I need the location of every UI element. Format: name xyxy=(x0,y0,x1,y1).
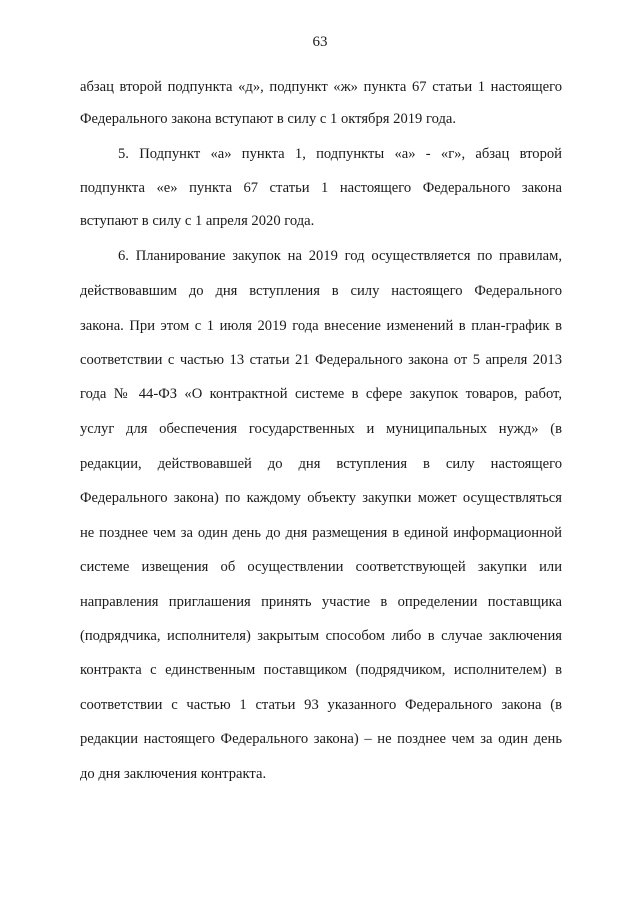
text-line: соответствии с частью 1 статьи 93 указанного Федерального закона (в xyxy=(80,697,562,713)
text-line: абзац второй подпункта «д», подпункт «ж» пункта 67 статьи 1 настоящего xyxy=(80,79,562,95)
text-line: не позднее чем за один день до дня размещения в единой информационной xyxy=(80,525,562,541)
text-line: редакции настоящего Федерального закона) – не позднее чем за один день xyxy=(80,731,562,747)
text-line: Федерального закона вступают в силу с 1 октября 2019 года. xyxy=(80,111,457,127)
text-line: системе извещения об осуществлении соответствующей закупки или xyxy=(80,559,562,575)
text-line: направления приглашения принять участие в определении поставщика xyxy=(80,594,562,610)
text-line: 6. Планирование закупок на 2019 год осуществляется по правилам, xyxy=(118,248,562,264)
text-line: до дня заключения контракта. xyxy=(80,766,267,782)
text-line: соответствии с частью 13 статьи 21 Федерального закона от 5 апреля 2013 xyxy=(80,352,562,368)
text-line: 5. Подпункт «а» пункта 1, подпункты «а» - «г», абзац второй xyxy=(118,146,562,162)
text-line: редакции, действовавшей до дня вступления в силу настоящего xyxy=(80,456,562,472)
text-line: услуг для обеспечения государственных и муниципальных нужд» (в xyxy=(80,421,562,437)
text-line: контракта с единственным поставщиком (подрядчиком, исполнителем) в xyxy=(80,662,562,678)
text-line: Федерального закона) по каждому объекту закупки может осуществляться xyxy=(80,490,562,506)
text-line: действовавшим до дня вступления в силу настоящего Федерального xyxy=(80,283,562,299)
text-line: вступают в силу с 1 апреля 2020 года. xyxy=(80,213,315,229)
text-line: подпункта «е» пункта 67 статьи 1 настоящего Федерального закона xyxy=(80,180,562,196)
text-line: закона. При этом с 1 июля 2019 года внесение изменений в план-график в xyxy=(80,318,562,334)
page-number: 63 xyxy=(312,34,328,50)
text-line: (подрядчика, исполнителя) закрытым способом либо в случае заключения xyxy=(80,628,562,644)
text-line: года № 44-ФЗ «О контрактной системе в сфере закупок товаров, работ, xyxy=(80,386,562,402)
